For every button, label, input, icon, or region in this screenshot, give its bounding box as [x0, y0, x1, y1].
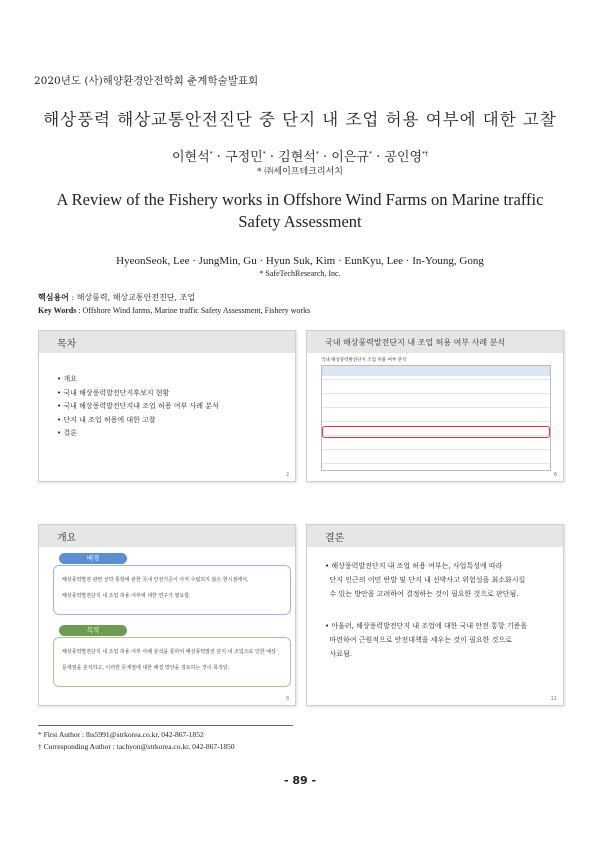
- english-affiliation: * SafeTechResearch, Inc.: [259, 269, 341, 278]
- background-label: 배경: [59, 553, 127, 564]
- case-table: [321, 365, 551, 471]
- toc-item: • 단지 내 조업 허용에 대한 고찰: [57, 414, 219, 428]
- slide-number: 11: [550, 696, 557, 702]
- slide-title: 결론: [325, 533, 345, 544]
- toc-item: • 결론: [57, 427, 219, 441]
- footnote-first-author: * First Author : lhs5991@strkorea.co.kr, 042-867-1852: [38, 730, 204, 739]
- toc-item: • 개요: [57, 373, 219, 387]
- conclusion-paragraph-1: • 해상풍력발전단지 내 조업 허용 여부는, 사업특성에 따라 단지 인근의 어민 반발 및 단지 내 선박사고 위험성을 최소화시킬 수 있는 방안을 고려하여 결정하는 것이 필요한 것으로 판단됨.: [325, 562, 526, 598]
- korean-authors: 이현석* · 구정민* · 김현석* · 이은규* · 공인영*†: [171, 150, 429, 165]
- slide-number: 2: [285, 472, 289, 478]
- slide-overview: [38, 524, 296, 706]
- page-number: - 89 -: [283, 774, 317, 787]
- korean-affiliation: * ㈜세이프테크리서치: [257, 167, 343, 177]
- slide-toc: [38, 330, 296, 482]
- footnote-corresponding-author: † Corresponding Author : tachyon@strkorea.co.kr, 042-867-1850: [38, 742, 235, 751]
- footnote-divider: [38, 725, 293, 726]
- slide-number: 3: [285, 696, 289, 702]
- toc-list: [57, 373, 219, 441]
- table-subtitle: 국내 해상풍력발전단지 조업 허용 여부 분석: [321, 358, 407, 363]
- korean-title: 해상풍력 해상교통안전진단 중 단지 내 조업 허용 여부에 대한 고찰: [43, 110, 557, 129]
- slide-title: 국내 해상풍력발전단지 내 조업 허용 여부 사례 분석: [325, 338, 506, 347]
- goal-box: 해상풍력발전단지 내 조업 허용 여부 사례 분석을 통하여 해상풍력발전 단지 내 조업으로 인한 예상 문제점을 분석하고, 이러한 문제점에 대한 해결 방안을 검토하는 것이 목적임.: [53, 637, 291, 687]
- slide-title: 개요: [57, 533, 77, 544]
- conference-header: 2020년도 (사)해양환경안전학회 춘계학술발표회: [34, 75, 259, 87]
- slide-title: 목차: [57, 339, 77, 350]
- background-box: 해상풍력발전 관련 선박 통항에 관한 국내 안전기준이 아직 수립되지 않은 현시점에서, 해상풍력발전단지 내 조업 허용 여부에 대한 연구가 필요함.: [53, 565, 291, 615]
- slide-number: 6: [553, 472, 557, 478]
- slide-case-analysis: [306, 330, 564, 482]
- keywords-en: Key Words : Offshore Wind farms, Marine traffic Safety Assessment, Fishery works: [38, 306, 311, 315]
- toc-item: • 국내 해상풍력발전단지내 조업 허용 여부 사례 분석: [57, 400, 219, 414]
- goal-label: 목적: [59, 625, 127, 636]
- slide-conclusion: [306, 524, 564, 706]
- english-authors: HyeonSeok, Lee · JungMin, Gu · Hyun Suk, Kim · EunKyu, Lee · In-Young, Gong: [116, 255, 484, 267]
- toc-item: • 국내 해상풍력발전단지후보지 현황: [57, 387, 219, 401]
- keywords-ko: 핵심용어 : 해상풍력, 해상교통안전진단, 조업: [38, 292, 196, 302]
- conclusion-paragraph-2: • 아울러, 해상풍력발전단지 내 조업에 대한 국내 안전 통항 기준을 마련하여 근원적으로 안전대책을 세우는 것이 필요한 것으로 사료됨.: [325, 622, 528, 658]
- english-title: A Review of the Fishery works in Offshore Wind Farms on Marine traffic Safety Assessment: [56, 190, 544, 231]
